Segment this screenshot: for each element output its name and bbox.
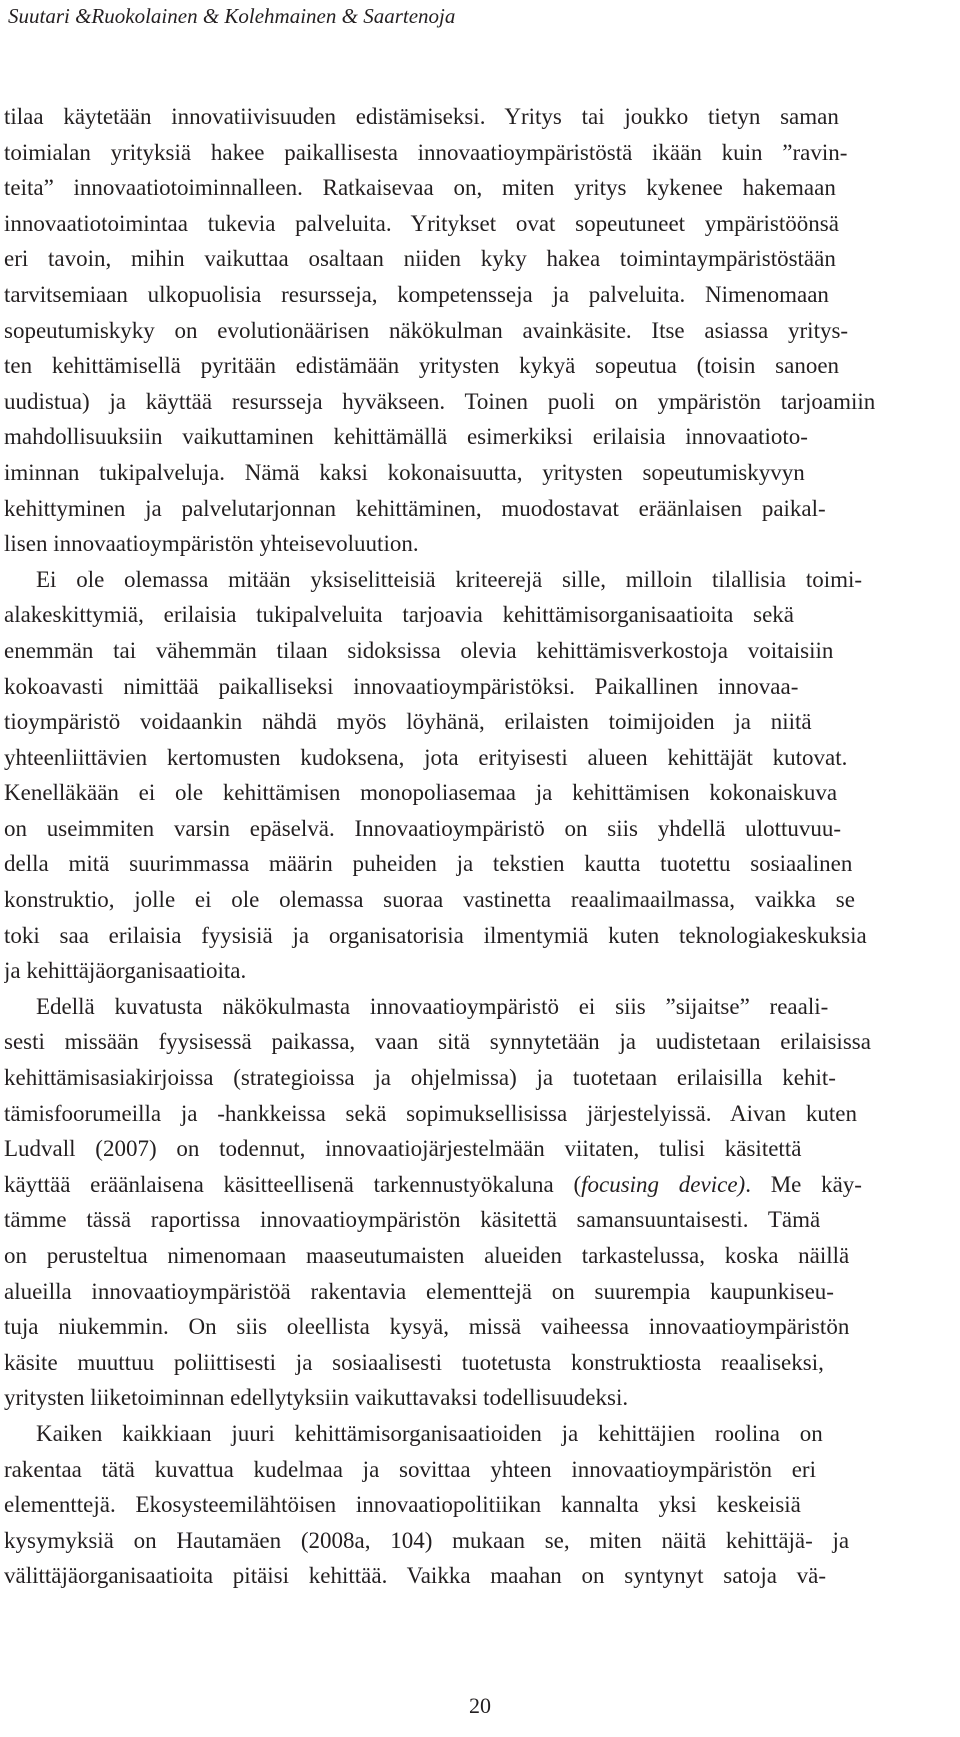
text-line: yhteenliittävien kertomusten kudoksena, jota erityisesti alueen kehittäjät kutovat. — [4, 744, 848, 770]
text-line: della mitä suurimmassa määrin puheiden ja tekstien kautta tuotettu sosiaalinen — [4, 851, 853, 877]
text-line: konstruktio, jolle ei ole olemassa suoraa vastinetta reaalimaailmassa, vaikka se — [4, 887, 855, 913]
paragraph-3 — [4, 989, 956, 1416]
text-line: toimialan yrityksiä hakee paikallisesta innovaatioympäristöstä ikään kuin ”ravin- — [4, 139, 848, 165]
text-line: lisen innovaatioympäristön yhteisevoluution. — [4, 531, 419, 557]
paragraph-4 — [4, 1416, 956, 1594]
text-line: teita” innovaatiotoiminnalleen. Ratkaisevaa on, miten yritys kykenee hakemaan — [4, 175, 836, 201]
text-line: Ludvall (2007) on todennut, innovaatiojärjestelmään viitaten, tulisi käsitettä — [4, 1136, 802, 1162]
text-line: ten kehittämisellä pyritään edistämään yritysten kykyä sopeutua (toisin sanoen — [4, 353, 840, 379]
text-line: alakeskittymiä, erilaisia tukipalveluita tarjoavia kehittämisorganisaatioita sekä — [4, 602, 795, 628]
paragraph-2 — [4, 562, 956, 989]
text-line: tämisfoorumeilla ja -hankkeissa sekä sopimuksellisissa järjestelyissä. Aivan kuten — [4, 1100, 858, 1126]
text-line: kehittämisasiakirjoissa (strategioissa ja ohjelmissa) ja tuotetaan erilaisilla kehit- — [4, 1065, 836, 1091]
text-line: Kaiken kaikkiaan juuri kehittämisorganisaatioiden ja kehittäjien roolina on — [36, 1420, 823, 1446]
text-line: tarvitsemiaan ulkopuolisia resursseja, kompetensseja ja palveluita. Nimenomaan — [4, 281, 829, 307]
text-line: eri tavoin, mihin vaikuttaa osaltaan niiden kyky hakea toimintaympäristöstään — [4, 246, 836, 272]
text-segment: . Me käy- — [745, 1171, 862, 1197]
emphasized-term: focusing device) — [581, 1171, 746, 1197]
text-line: on useimmiten varsin epäselvä. Innovaatioympäristö on siis yhdellä ulottuvuu- — [4, 815, 842, 841]
text-line: Ei ole olemassa mitään yksiselitteisiä kriteerejä sille, milloin tilallisia toimi- — [36, 566, 863, 592]
text-line: Edellä kuvatusta näkökulmasta innovaatioympäristö ei siis ”sijaitse” reaali- — [36, 993, 829, 1019]
text-line: innovaatiotoimintaa tukevia palveluita. Yritykset ovat sopeutuneet ympäristöönsä — [4, 210, 839, 236]
text-line: tuja niukemmin. On siis oleellista kysyä, missä vaiheessa innovaatioympäristön — [4, 1314, 850, 1340]
page-body — [4, 99, 956, 1594]
text-line: iminnan tukipalveluja. Nämä kaksi kokonaisuutta, yritysten sopeutumiskyvyn — [4, 459, 805, 485]
text-segment: käyttää eräänlaisena käsitteellisenä tarkennustyökaluna ( — [4, 1171, 582, 1197]
running-header: Suutari &Ruokolainen & Kolehmainen & Saartenoja — [8, 4, 456, 28]
text-line: tioympäristö voidaankin nähdä myös löyhänä, erilaisten toimijoiden ja niitä — [4, 709, 812, 735]
text-line: toki saa erilaisia fyysisiä ja organisatorisia ilmentymiä kuten teknologiakeskuksia — [4, 922, 867, 948]
page-number: 20 — [469, 1693, 491, 1718]
text-line: tämme tässä raportissa innovaatioympäristön käsitettä samansuuntaisesti. Tämä — [4, 1207, 821, 1233]
text-line: välittäjäorganisaatioita pitäisi kehittää. Vaikka maahan on syntynyt satoja vä- — [4, 1563, 827, 1589]
paragraph-1 — [4, 99, 956, 562]
text-line-with-emphasis — [4, 1167, 956, 1203]
text-line: kysymyksiä on Hautamäen (2008a, 104) mukaan se, miten näitä kehittäjä- ja — [4, 1527, 850, 1553]
text-line: kokoavasti nimittää paikalliseksi innovaatioympäristöksi. Paikallinen innovaa- — [4, 673, 799, 699]
text-line: rakentaa tätä kuvattua kudelmaa ja sovittaa yhteen innovaatioympäristön eri — [4, 1456, 816, 1482]
text-line: sesti missään fyysisessä paikassa, vaan sitä synnytetään ja uudistetaan erilaisissa — [4, 1029, 871, 1055]
text-line: käsite muuttuu poliittisesti ja sosiaalisesti tuotetusta konstruktiosta reaaliseksi, — [4, 1349, 824, 1375]
text-line: alueilla innovaatioympäristöä rakentavia elementtejä on suurempia kaupunkiseu- — [4, 1278, 834, 1304]
text-line: ja kehittäjäorganisaatioita. — [4, 958, 247, 984]
text-line: mahdollisuuksiin vaikuttaminen kehittämällä esimerkiksi erilaisia innovaatioto- — [4, 424, 808, 450]
text-line: Kenelläkään ei ole kehittämisen monopoliasemaa ja kehittämisen kokonaiskuva — [4, 780, 838, 806]
text-line: elementtejä. Ekosysteemilähtöisen innovaatiopolitiikan kannalta yksi keskeisiä — [4, 1492, 801, 1518]
text-line: yritysten liiketoiminnan edellytyksiin vaikuttavaksi todellisuudeksi. — [4, 1385, 629, 1411]
text-line: on perusteltua nimenomaan maaseutumaisten alueiden tarkastelussa, koska näillä — [4, 1243, 850, 1268]
text-line: sopeutumiskyky on evolutionäärisen näkökulman avainkäsite. Itse asiassa yritys- — [4, 317, 849, 343]
text-line: kehittyminen ja palvelutarjonnan kehittäminen, muodostavat eräänlaisen paikal- — [4, 495, 826, 521]
text-line: enemmän tai vähemmän tilaan sidoksissa olevia kehittämisverkostoja voitaisiin — [4, 637, 834, 663]
text-line: tilaa käytetään innovatiivisuuden edistämiseksi. Yritys tai joukko tietyn saman — [4, 104, 839, 129]
text-line: uudistua) ja käyttää resursseja hyväkseen. Toinen puoli on ympäristön tarjoamiin — [4, 388, 876, 414]
